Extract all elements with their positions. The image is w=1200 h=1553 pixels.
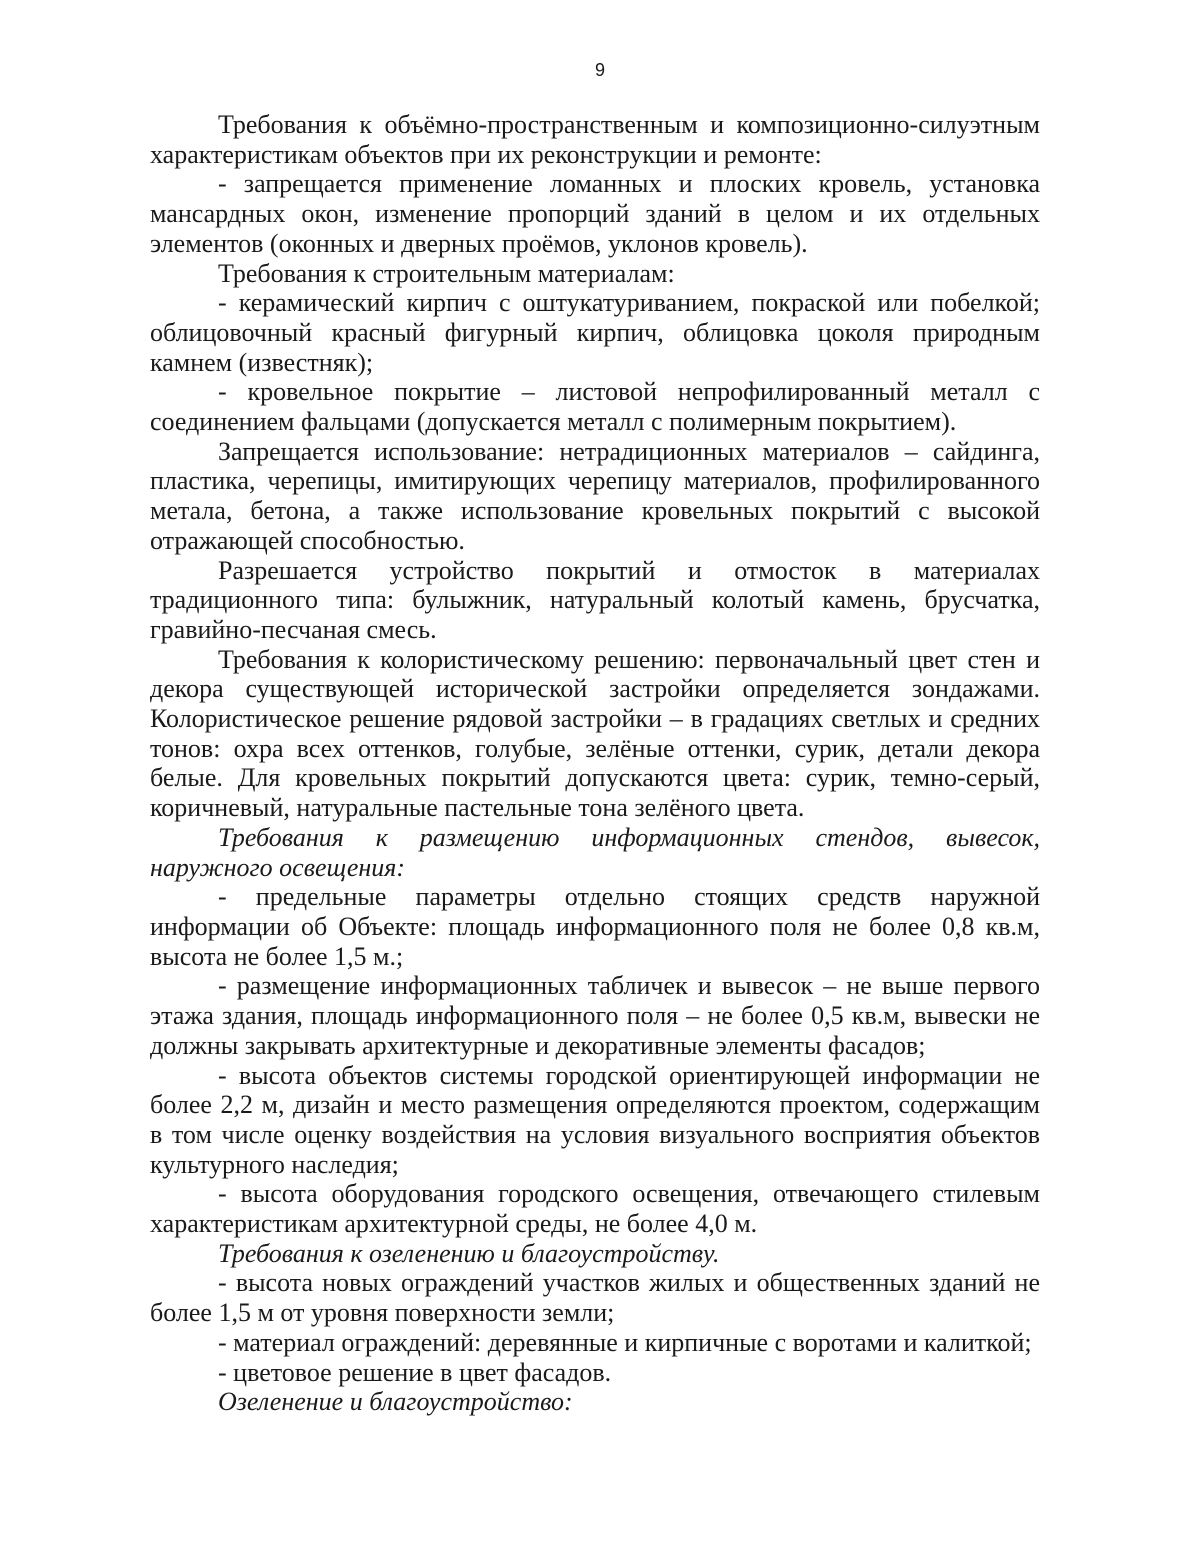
paragraph-fence-height: - высота новых ограждений участков жилых и общественных зданий не более 1,5 м от уровня поверхности земли; xyxy=(150,1268,1040,1328)
paragraph-plaques-placement: - размещение информационных табличек и вывесок – не выше первого этажа здания, площадь информационного поля – не более 0,5 кв.м, вывески не должны закрывать архитектурные и декоративные элементы фасадов; xyxy=(150,971,1040,1060)
section-heading-landscaping: Озеленение и благоустройство: xyxy=(218,1387,573,1417)
paragraph-fence-material: - материал ограждений: деревянные и кирпичные с воротами и калиткой; xyxy=(218,1327,1032,1357)
paragraph-wayfinding-height: - высота объектов системы городской ориентирующей информации не более 2,2 м, дизайн и место размещения определяются проектом, содержащим в том числе оценку воздействия на условия визуального восприятия объектов культурного наследия; xyxy=(150,1060,1040,1179)
paragraph-volume-spatial-requirements: Требования к объёмно-пространственным и композиционно-силуэтным характеристикам объектов при их реконструкции и ремонте: xyxy=(150,110,1040,169)
paragraph-materials-heading: Требования к строительным материалам: xyxy=(218,258,675,288)
paragraph-fence-color: - цветовое решение в цвет фасадов. xyxy=(218,1357,612,1387)
section-heading-landscaping-requirements: Требования к озеленению и благоустройству. xyxy=(218,1238,720,1268)
paragraph-signage-limits: - предельные параметры отдельно стоящих средств наружной информации об Объекте: площадь информационного поля не более 0,8 кв.м, высота не более 1,5 м.; xyxy=(150,882,1040,971)
paragraph-roof-covering: - кровельное покрытие – листовой непрофилированный металл с соединением фальцами (допускается металл с полимерным покрытием). xyxy=(150,377,1040,437)
page-number: 9 xyxy=(594,60,605,80)
paragraph-brick-materials: - керамический кирпич с оштукатуриванием, покраской или побелкой; облицовочный красный фигурный кирпич, облицовка цоколя природным камнем (известняк); xyxy=(150,288,1040,377)
paragraph-materials-prohibited: Запрещается использование: нетрадиционных материалов – сайдинга, пластика, черепицы, имитирующих черепицу материалов, профилированного метала, бетона, а также использование кровельных покрытий с высокой отражающей способностью. xyxy=(150,436,1040,555)
paragraph-lighting-height: - высота оборудования городского освещения, отвечающего стилевым характеристикам архитектурной среды, не более 4,0 м. xyxy=(150,1179,1040,1239)
paragraph-pavement-allowed: Разрешается устройство покрытий и отмосток в материалах традиционного типа: булыжник, натуральный колотый камень, брусчатка, гравийно-песчаная смесь. xyxy=(150,555,1040,644)
document-body xyxy=(150,110,1040,1417)
section-heading-signage: Требования к размещению информационных стендов, вывесок, наружного освещения: xyxy=(150,822,1040,882)
paragraph-roof-prohibition: - запрещается применение ломанных и плоских кровель, установка мансардных окон, изменение пропорций зданий в целом и их отдельных элементов (оконных и дверных проёмов, уклонов кровель). xyxy=(150,169,1040,258)
paragraph-color-requirements: Требования к колористическому решению: первоначальный цвет стен и декора существующей исторической застройки определяется зондажами. Колористическое решение рядовой застройки – в градациях светлых и средних тонов: охра всех оттенков, голубые, зелёные оттенки, сурик, детали декора белые. Для кровельных покрытий допускаются цвета: сурик, темно-серый, коричневый, натуральные пастельные тона зелёного цвета. xyxy=(150,644,1040,823)
